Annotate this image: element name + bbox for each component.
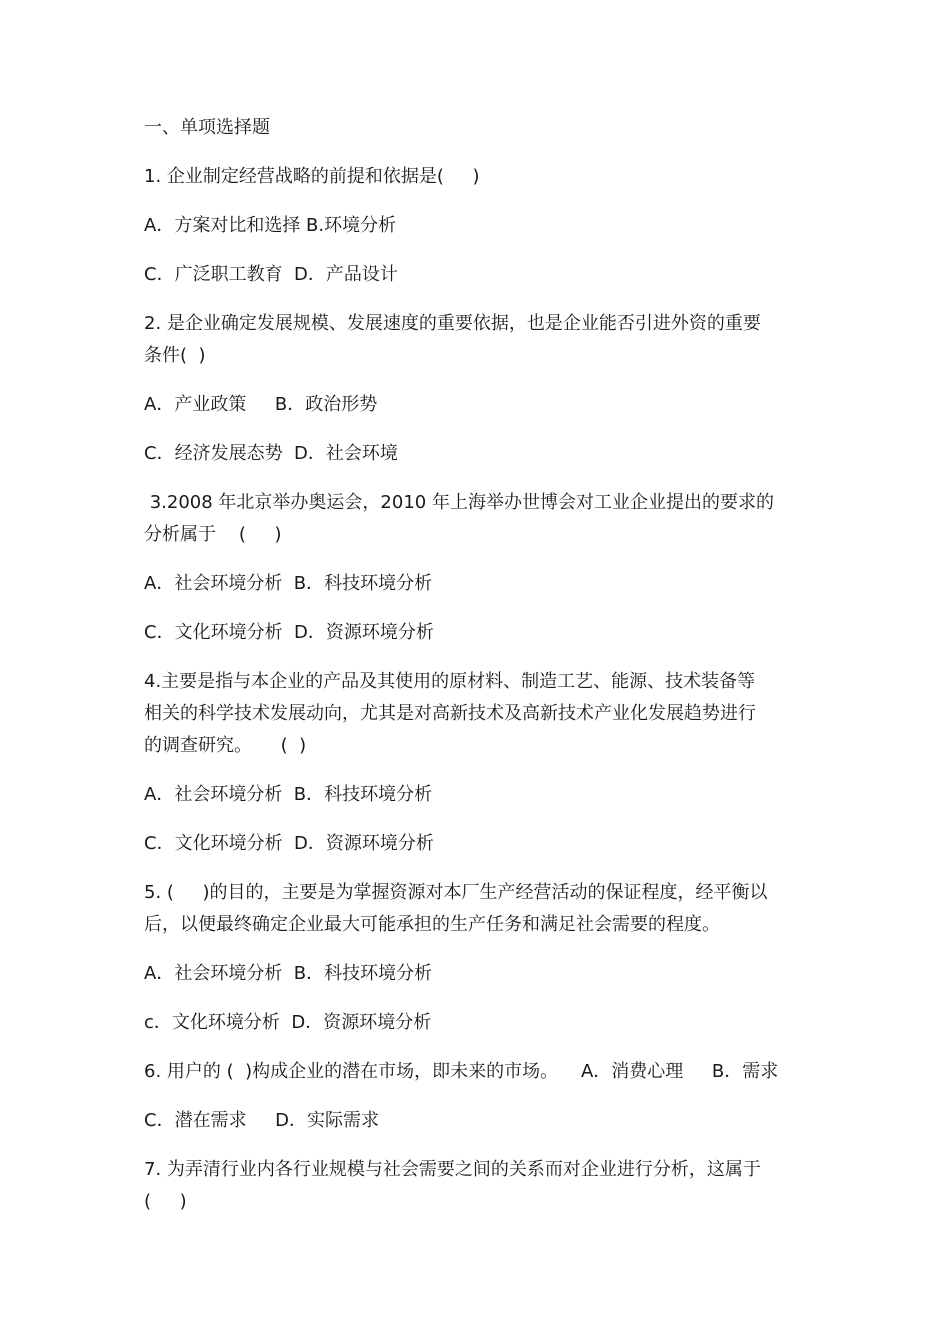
document-page (144, 112, 814, 1218)
question-2-stem-line-2: 条件( ) (144, 345, 206, 366)
question-4-stem-line-1: 4.主要是指与本企业的产品及其使用的原材料、制造工艺、能源、技术装备等 (144, 671, 756, 692)
question-1-option-line-1: A．方案对比和选择 B.环境分析 (144, 215, 397, 236)
question-5-option-line-2: c．文化环境分析 D．资源环境分析 (144, 1012, 432, 1033)
question-3-option-line-2: C．文化环境分析 D．资源环境分析 (144, 622, 434, 643)
question-4-stem-line-2: 相关的科学技术发展动向，尤其是对高新技术及高新技术产业化发展趋势进行 (144, 703, 756, 724)
question-4-option-line-2: C．文化环境分析 D．资源环境分析 (144, 833, 434, 854)
section-title: 一、单项选择题 (144, 117, 270, 138)
question-2-option-line-1: A．产业政策 B．政治形势 (144, 394, 378, 415)
question-1-stem: 1. 企业制定经营战略的前提和依据是( ) (144, 166, 480, 187)
question-2-stem-line-1: 2. 是企业确定发展规模、发展速度的重要依据，也是企业能否引进外资的重要 (144, 313, 761, 334)
question-3-stem-line-1: 3.2008 年北京举办奥运会，2010 年上海举办世博会对工业企业提出的要求的 (144, 492, 774, 513)
question-5-option-line-1: A．社会环境分析 B．科技环境分析 (144, 963, 433, 984)
question-6-option-line-1: C．潜在需求 D．实际需求 (144, 1110, 380, 1131)
question-7-stem-line-1: 7. 为弄清行业内各行业规模与社会需要之间的关系而对企业进行分析，这属于 (144, 1159, 761, 1180)
question-4-stem-line-3: 的调查研究。 ( ) (144, 735, 307, 756)
question-7-stem-line-2: ( ) (144, 1191, 187, 1212)
question-5-stem-line-1: 5. ( )的目的，主要是为掌握资源对本厂生产经营活动的保证程度，经平衡以 (144, 882, 768, 903)
question-4-option-line-1: A．社会环境分析 B．科技环境分析 (144, 784, 433, 805)
question-5-stem-line-2: 后，以便最终确定企业最大可能承担的生产任务和满足社会需要的程度。 (144, 914, 720, 935)
question-2-option-line-2: C．经济发展态势 D．社会环境 (144, 443, 398, 464)
question-3-option-line-1: A．社会环境分析 B．科技环境分析 (144, 573, 433, 594)
question-3-stem-line-2: 分析属于 ( ) (144, 524, 282, 545)
question-6-stem: 6. 用户的 ( )构成企业的潜在市场，即未来的市场。 A．消费心理 B．需求 (144, 1061, 779, 1082)
question-1-option-line-2: C．广泛职工教育 D．产品设计 (144, 264, 398, 285)
